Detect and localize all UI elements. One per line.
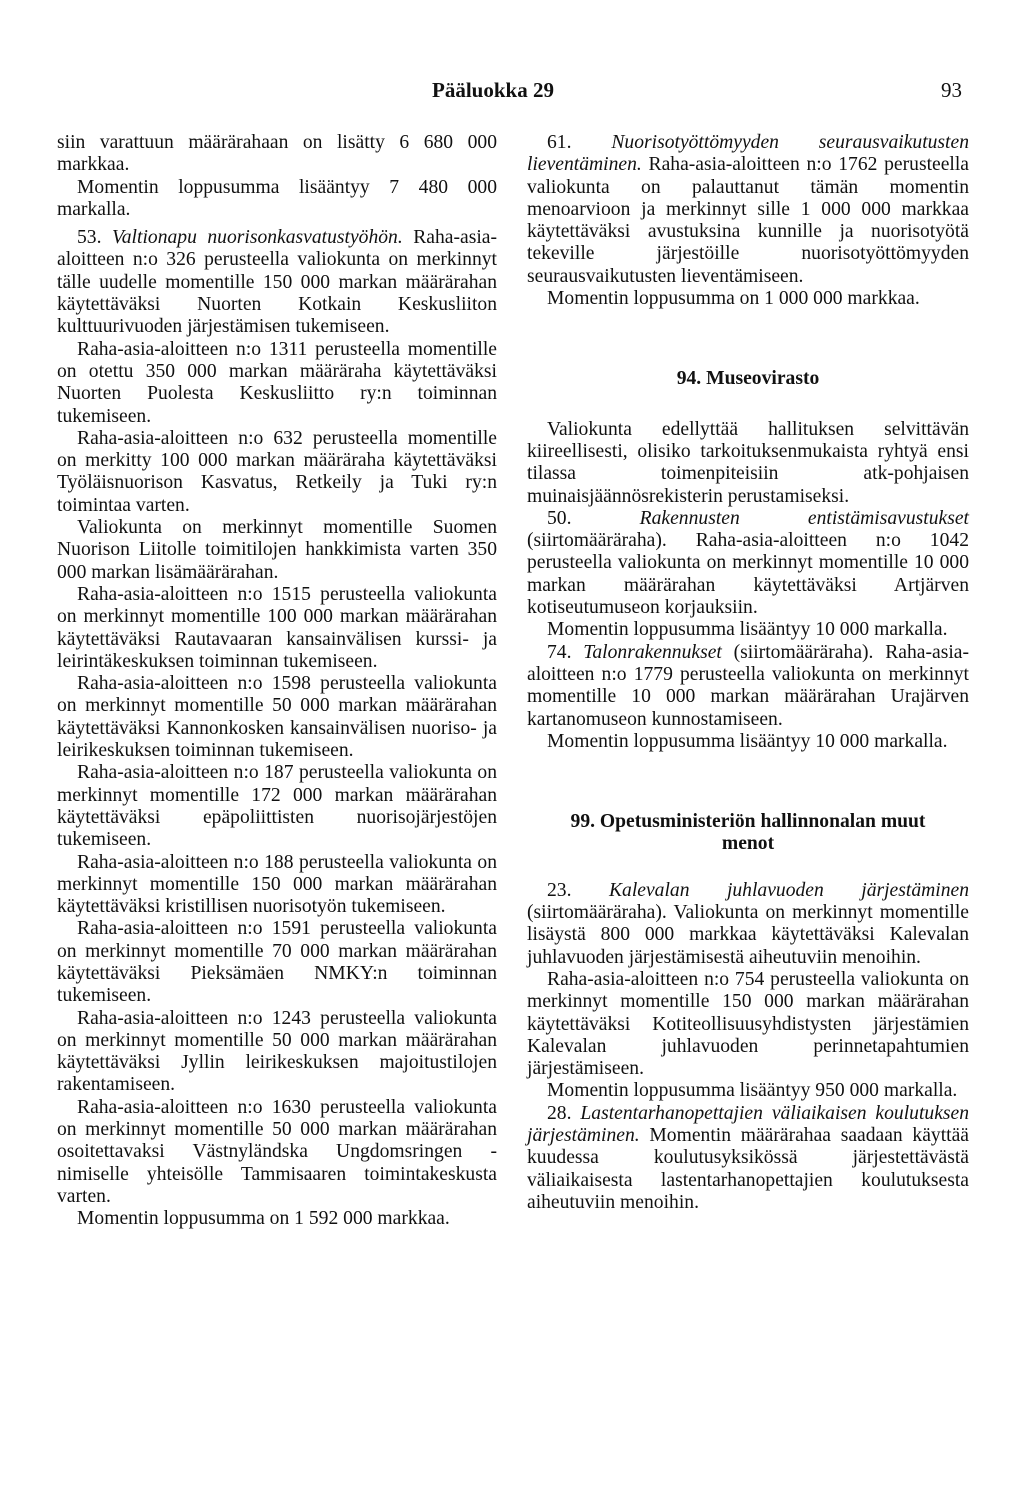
item-title: Kalevalan juhlavuoden järjestäminen — [608, 879, 970, 901]
paragraph: Valiokunta on merkinnyt momentille Suomen Nuorison Liitolle toimitilojen hankkimista varten 350 000 markan lisämäärärahan. — [57, 517, 497, 583]
paragraph — [527, 508, 969, 619]
item-text: Raha-asia-aloitteen n:o 326 perusteella valiokunta on merkinnyt tälle uudelle momentille 150 000 markan määrärahan käytettäväksi Nuorten Kotkain Keskusliiton kulttuurivuoden järjestämisen tukemiseen. — [57, 227, 497, 338]
paragraph: siin varattuun määrärahaan on lisätty 6 680 000 markkaa. — [57, 132, 497, 176]
paragraph: Valiokunta edellyttää hallituksen selvittävän kiireellisesti, olisiko tarkoituksenmukaista ryhtyä ensi tilassa toimenpiteisiin atk-pohjaisen muinaisjäännösrekisterin perustamiseksi. — [527, 418, 969, 507]
paragraph: Raha-asia-aloitteen n:o 1630 perusteella valiokunta on merkinnyt momentille 50 000 markan määrärahan osoitettavaksi Västnyländska Ungdomsringen -nimiselle yhteisölle Tammisaaren toimintakeskusta varten. — [57, 1096, 497, 1207]
item-number: 53. — [77, 227, 112, 249]
section-heading-line: menot — [721, 833, 775, 855]
item-number: 23. — [547, 879, 609, 901]
paragraph: Momentin loppusumma lisääntyy 950 000 markalla. — [547, 1080, 958, 1102]
item-text: Raha-asia-aloitteen n:o 1762 perusteella valiokunta on palauttanut tämän momentin menoarvioon ja merkinnyt sille 1 000 000 markkaa käytettäväksi avustuksina kunnille ja nuorisotyötä tekeville järjestöille nuorisotyöttömyyden seurausvaikutusten lieventämiseen. — [527, 154, 969, 287]
section-heading-99 — [527, 811, 969, 856]
paragraph: Raha-asia-aloitteen n:o 1243 perusteella valiokunta on merkinnyt momentille 50 000 markan määrärahan käytettäväksi Jyllin leirikeskuksen majoitustilojen rakentamiseen. — [57, 1007, 497, 1096]
paragraph: Raha-asia-aloitteen n:o 1598 perusteella valiokunta on merkinnyt momentille 50 000 markan määrärahan käytettäväksi Kannonkosken kansainvälisen nuoriso- ja leirikeskuksen toiminnan tukemiseen. — [57, 673, 497, 762]
paragraph — [527, 1103, 969, 1214]
item-number: 28. — [547, 1102, 581, 1124]
section-heading-line: 99. Opetusministeriön hallinnonalan muut — [570, 811, 926, 833]
item-number: 50. — [547, 507, 640, 529]
paragraph: Raha-asia-aloitteen n:o 1515 perusteella valiokunta on merkinnyt momentille 100 000 markan määrärahan käytettäväksi Rautavaaran kansainvälisen kurssi- ja leirintäkeskuksen toiminnan tukemiseen. — [57, 583, 497, 672]
item-title: Valtionapu nuorisonkasvatustyöhön. — [111, 227, 403, 249]
item-number: 74. — [547, 641, 584, 663]
paragraph: Raha-asia-aloitteen n:o 1591 perusteella valiokunta on merkinnyt momentille 70 000 markan määrärahan käytettäväksi Pieksämäen NMKY:n toiminnan tukemiseen. — [57, 918, 497, 1007]
paragraph — [57, 227, 497, 338]
item-title: Lastentarhanopettajien väliaikaisen koulutuksen järjestäminen. — [527, 1102, 970, 1146]
paragraph: Momentin loppusumma on 1 000 000 markkaa. — [547, 288, 920, 310]
paragraph: Raha-asia-aloitteen n:o 1311 perusteella momentille on otettu 350 000 markan määräraha käytettäväksi Nuorten Puolesta Keskusliitto ry:n toiminnan tukemiseen. — [57, 338, 497, 427]
page-title: Pääluokka 29 — [432, 78, 554, 102]
paragraph: Momentin loppusumma on 1 592 000 markkaa. — [77, 1208, 450, 1230]
item-text: (siirtomääräraha). Raha-asia-aloitteen n:o 1779 perusteella valiokunta on merkinnyt momentille 10 000 markan määrärahan Urajärven kartanomuseon kunnostamiseen. — [527, 641, 969, 730]
item-number: 61. — [547, 132, 612, 153]
paragraph — [527, 132, 969, 288]
item-title: Nuorisotyöttömyyden seurausvaikutusten lieventäminen. — [527, 132, 969, 176]
item-text: (siirtomääräraha). Valiokunta on merkinnyt momentille lisäystä 800 000 markkaa käytettäväksi Kalevalan juhlavuoden järjestämisestä aiheutuviin menoihin. — [527, 902, 969, 968]
item-title: Rakennusten entistämisavustukset — [639, 507, 969, 529]
item-title: Talonrakennukset — [583, 641, 722, 663]
left-column — [57, 132, 497, 1231]
paragraph: Momentin loppusumma lisääntyy 7 480 000 markalla. — [57, 176, 497, 220]
item-text: (siirtomääräraha). Raha-asia-aloitteen n:o 1042 perusteella valiokunta on merkinnyt momentille 10 000 markan määrärahan käytettäväksi Artjärven kotiseutumuseon korjauksiin. — [527, 530, 969, 619]
paragraph: Momentin loppusumma lisääntyy 10 000 markalla. — [547, 730, 948, 752]
paragraph — [527, 642, 969, 731]
right-column — [527, 132, 969, 1214]
item-text: Momentin määrärahaa saadaan käyttää kuudessa koulutusyksikössä järjestettävästä väliaikaisesta lastentarhanopettajien koulutuksesta aiheutuviin menoihin. — [527, 1124, 969, 1213]
section-heading-94: 94. Museovirasto — [676, 368, 820, 390]
paragraph: Raha-asia-aloitteen n:o 188 perusteella valiokunta on merkinnyt momentille 150 000 markan määrärahan käytettäväksi kristillisen nuorisotyön tukemiseen. — [57, 851, 497, 918]
paragraph: Momentin loppusumma lisääntyy 10 000 markalla. — [547, 619, 948, 641]
page-header — [0, 78, 1024, 108]
page-number: 93 — [941, 78, 962, 102]
paragraph: Raha-asia-aloitteen n:o 754 perusteella valiokunta on merkinnyt momentille 150 000 markan määrärahan käytettäväksi Kotiteollisuusyhdistysten järjestämien Kalevalan juhlavuoden perinnetapahtumien järjestämiseen. — [527, 968, 969, 1080]
paragraph: Raha-asia-aloitteen n:o 632 perusteella momentille on merkitty 100 000 markan määräraha käytettäväksi Työläisnuorison Kasvatus, Retkeily ja Tuki ry:n toimintaa varten. — [57, 427, 497, 516]
paragraph: Raha-asia-aloitteen n:o 187 perusteella valiokunta on merkinnyt momentille 172 000 markan määrärahan käytettäväksi epäpoliittisten nuorisojärjestöjen tukemiseen. — [57, 762, 497, 851]
paragraph — [527, 880, 969, 969]
